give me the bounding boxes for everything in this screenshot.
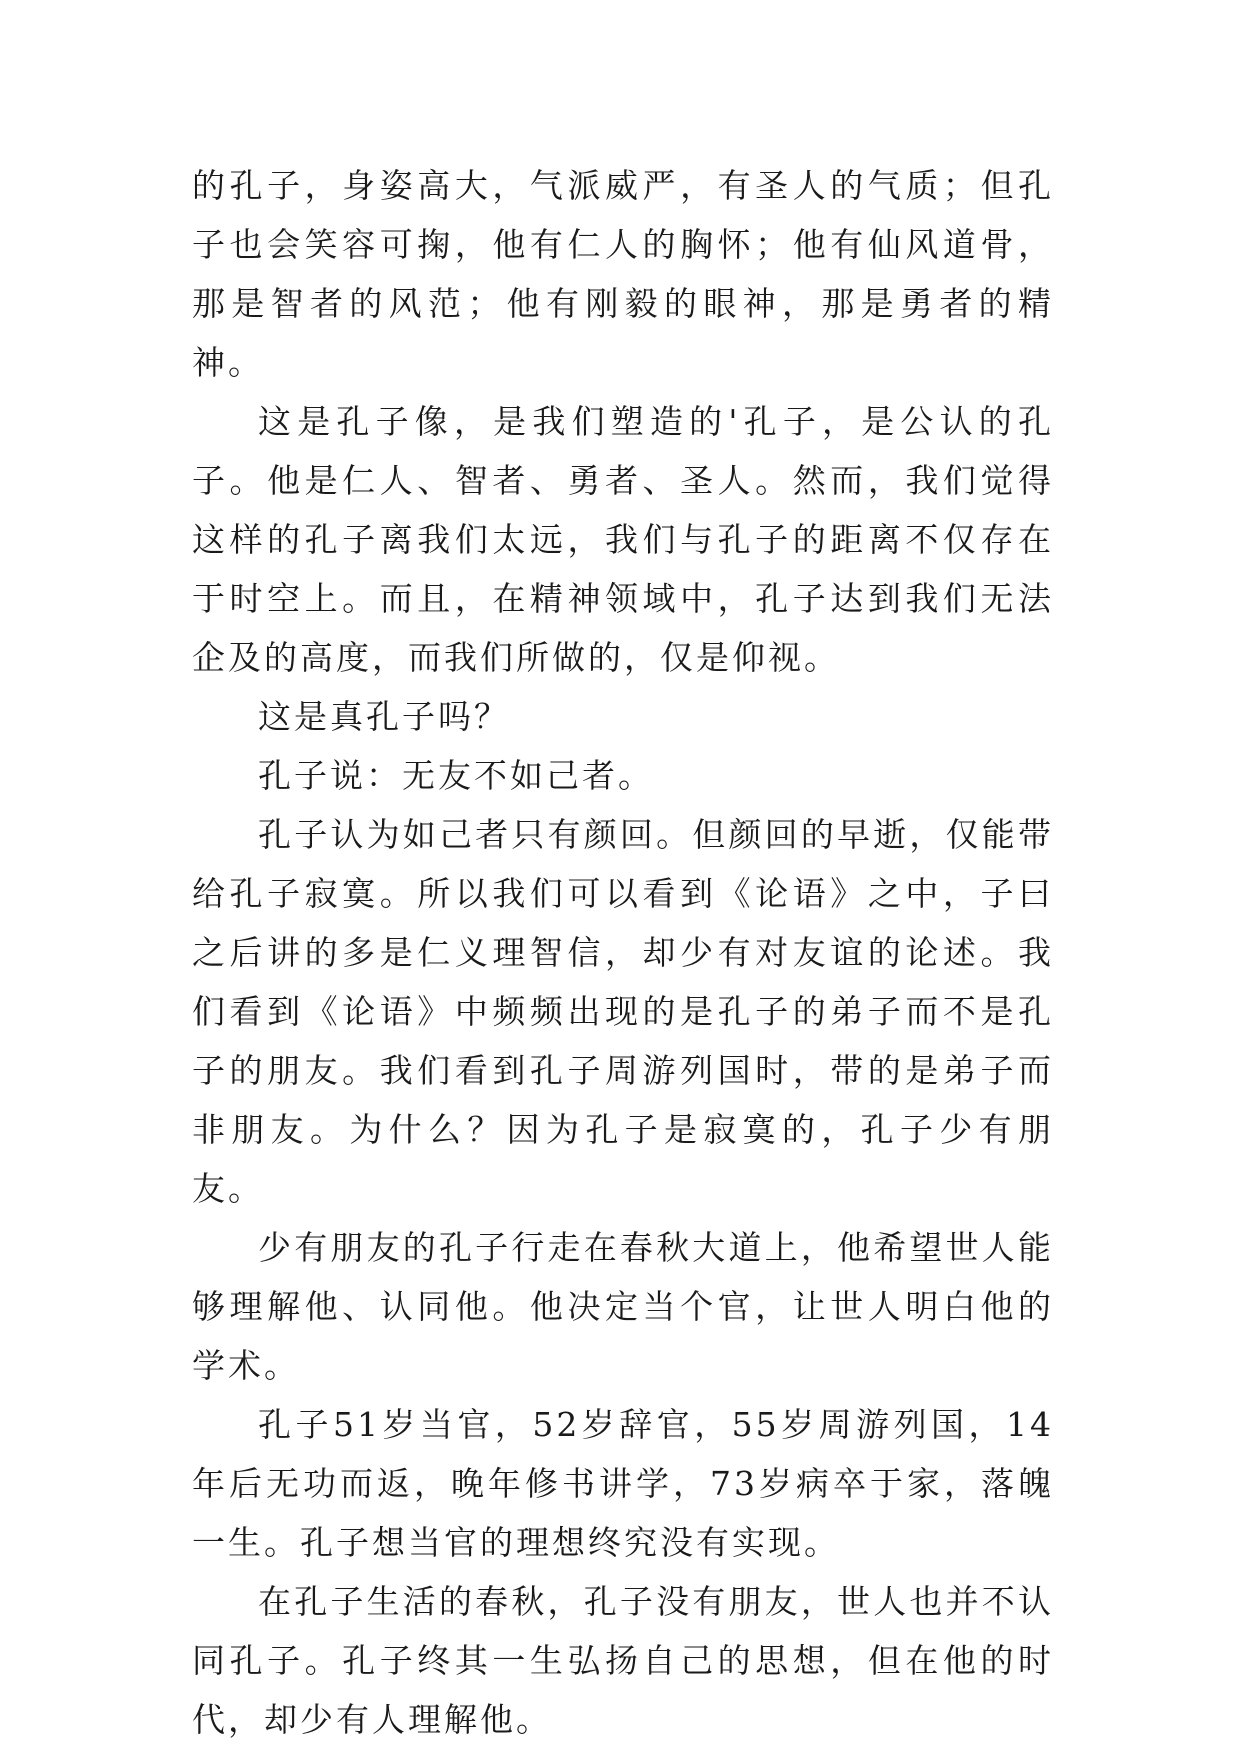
paragraph: 这是真孔子吗？	[258, 697, 510, 736]
paragraph: 孔子说：无友不如己者。	[258, 756, 654, 795]
paragraph: 孔子认为如己者只有颜回。但颜回的早逝，仅能带给孔子寂寞。所以我们可以看到《论语》之中，子曰之后讲的多是仁义理智信，却少有对友谊的论述。我们看到《论语》中频频出现的是孔子的弟子而不是孔子的朋友。我们看到孔子周游列国时，带的是弟子而非朋友。为什么？因为孔子是寂寞的，孔子少有朋友。	[192, 815, 1054, 1208]
paragraph: 的孔子，身姿高大，气派威严，有圣人的气质；但孔子也会笑容可掬，他有仁人的胸怀；他有仙风道骨，那是智者的风范；他有刚毅的眼神，那是勇者的精神。	[192, 166, 1054, 382]
paragraph: 孔子51岁当官，52岁辞官，55岁周游列国，14年后无功而返，晚年修书讲学，73岁病卒于家，落魄一生。孔子想当官的理想终究没有实现。	[192, 1405, 1054, 1562]
paragraph: 这是孔子像，是我们塑造的'孔子，是公认的孔子。他是仁人、智者、勇者、圣人。然而，我们觉得这样的孔子离我们太远，我们与孔子的距离不仅存在于时空上。而且，在精神领域中，孔子达到我们无法企及的高度，而我们所做的，仅是仰视。	[192, 402, 1054, 677]
document-body	[192, 156, 1054, 1749]
paragraph: 少有朋友的孔子行走在春秋大道上，他希望世人能够理解他、认同他。他决定当个官，让世人明白他的学术。	[192, 1228, 1054, 1385]
paragraph: 在孔子生活的春秋，孔子没有朋友，世人也并不认同孔子。孔子终其一生弘扬自己的思想，但在他的时代，却少有人理解他。	[192, 1582, 1054, 1739]
